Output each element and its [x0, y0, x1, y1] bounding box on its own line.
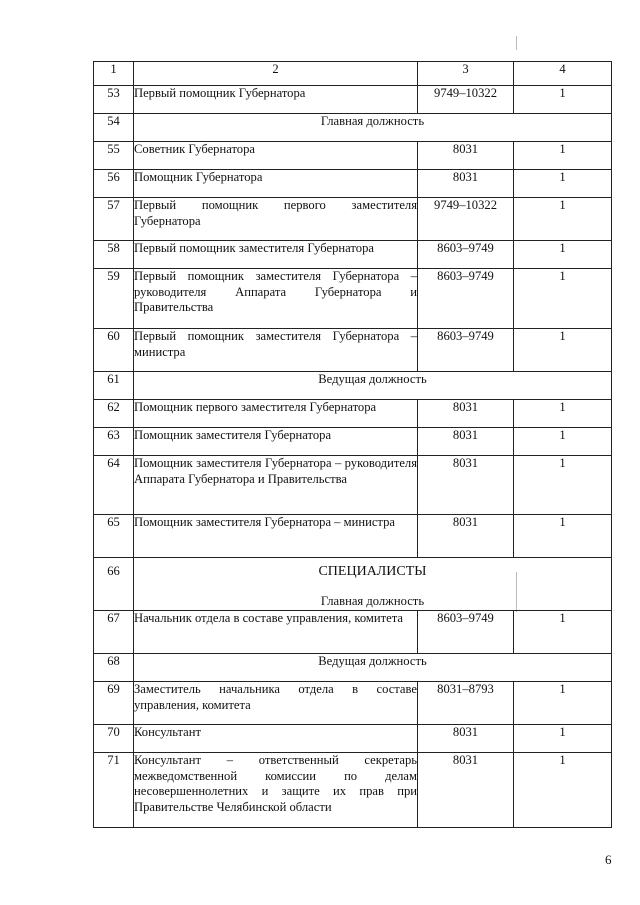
table-row [94, 611, 612, 654]
position-name: Первый помощник заместителя Губернатора – министра [134, 329, 418, 372]
staff-count: 1 [514, 400, 612, 428]
staff-count: 1 [514, 428, 612, 456]
salary-range: 8031 [418, 515, 514, 558]
salary-range: 8031 [418, 428, 514, 456]
table-row [94, 400, 612, 428]
table-row [94, 682, 612, 725]
staff-count: 1 [514, 753, 612, 828]
salary-range: 8031 [418, 753, 514, 828]
section-heading: Ведущая должность [134, 654, 612, 682]
salary-range: 8031 [418, 142, 514, 170]
position-name: Первый помощник заместителя Губернатора – руководителя Аппарата Губернатора и Правительства [134, 269, 418, 329]
row-number: 56 [94, 170, 134, 198]
salary-range: 9749–10322 [418, 198, 514, 241]
row-number: 69 [94, 682, 134, 725]
salary-range: 8031 [418, 456, 514, 515]
row-number: 65 [94, 515, 134, 558]
table-row [94, 428, 612, 456]
table-row [94, 654, 612, 682]
salary-range: 8031 [418, 725, 514, 753]
staff-table [93, 61, 612, 828]
staff-count: 1 [514, 515, 612, 558]
subsection-heading: Главная должность [320, 593, 425, 608]
position-name: Первый помощник Губернатора [134, 86, 418, 114]
table-row [94, 753, 612, 828]
table-row [94, 86, 612, 114]
salary-range: 8031–8793 [418, 682, 514, 725]
position-name: Консультант – ответственный секретарь межведомственной комиссии по делам несовершеннолетних и защите их прав при Правительстве Челябинской области [134, 753, 418, 828]
position-name: Помощник первого заместителя Губернатора [134, 400, 418, 428]
row-number: 61 [94, 372, 134, 400]
position-name: Первый помощник заместителя Губернатора [134, 241, 418, 269]
header-cell-4: 4 [514, 62, 612, 86]
row-number: 70 [94, 725, 134, 753]
salary-range: 8031 [418, 170, 514, 198]
table-row [94, 515, 612, 558]
row-number: 68 [94, 654, 134, 682]
section-heading [134, 558, 612, 611]
row-number: 71 [94, 753, 134, 828]
position-name: Помощник заместителя Губернатора – руководителя Аппарата Губернатора и Правительства [134, 456, 418, 515]
table-row [94, 170, 612, 198]
salary-range: 8603–9749 [418, 611, 514, 654]
staff-count: 1 [514, 269, 612, 329]
staff-count: 1 [514, 725, 612, 753]
scan-artifact [516, 36, 517, 50]
salary-range: 8603–9749 [418, 241, 514, 269]
salary-range: 8031 [418, 400, 514, 428]
staff-count: 1 [514, 329, 612, 372]
salary-range: 9749–10322 [418, 86, 514, 114]
row-number: 58 [94, 241, 134, 269]
position-name: Помощник Губернатора [134, 170, 418, 198]
row-number: 57 [94, 198, 134, 241]
staff-count: 1 [514, 611, 612, 654]
staff-count: 1 [514, 456, 612, 515]
row-number: 59 [94, 269, 134, 329]
position-name: Помощник заместителя Губернатора – министра [134, 515, 418, 558]
position-name: Первый помощник первого заместителя Губернатора [134, 198, 418, 241]
section-title: СПЕЦИАЛИСТЫ [318, 564, 427, 579]
row-number: 63 [94, 428, 134, 456]
section-heading: Главная должность [134, 114, 612, 142]
staff-count: 1 [514, 86, 612, 114]
position-name: Советник Губернатора [134, 142, 418, 170]
staff-count: 1 [514, 198, 612, 241]
position-name: Консультант [134, 725, 418, 753]
page-number: 6 [605, 852, 612, 867]
table-row [94, 269, 612, 329]
table-row [94, 558, 612, 611]
row-number: 64 [94, 456, 134, 515]
header-cell-3: 3 [418, 62, 514, 86]
table-row [94, 241, 612, 269]
position-name: Помощник заместителя Губернатора [134, 428, 418, 456]
staff-count: 1 [514, 170, 612, 198]
staff-count: 1 [514, 142, 612, 170]
salary-range: 8603–9749 [418, 329, 514, 372]
row-number: 67 [94, 611, 134, 654]
table-row [94, 329, 612, 372]
row-number: 54 [94, 114, 134, 142]
table-row [94, 372, 612, 400]
row-number: 55 [94, 142, 134, 170]
row-number: 60 [94, 329, 134, 372]
table-row [94, 142, 612, 170]
row-number: 53 [94, 86, 134, 114]
staff-count: 1 [514, 241, 612, 269]
header-cell-1: 1 [94, 62, 134, 86]
row-number: 62 [94, 400, 134, 428]
section-heading: Ведущая должность [134, 372, 612, 400]
position-name: Начальник отдела в составе управления, комитета [134, 611, 418, 654]
staff-count: 1 [514, 682, 612, 725]
row-number: 66 [94, 558, 134, 611]
header-row [94, 62, 612, 86]
salary-range: 8603–9749 [418, 269, 514, 329]
table-row [94, 725, 612, 753]
header-cell-2: 2 [134, 62, 418, 86]
position-name: Заместитель начальника отдела в составе управления, комитета [134, 682, 418, 725]
table-row [94, 114, 612, 142]
table-row [94, 456, 612, 515]
table-row [94, 198, 612, 241]
